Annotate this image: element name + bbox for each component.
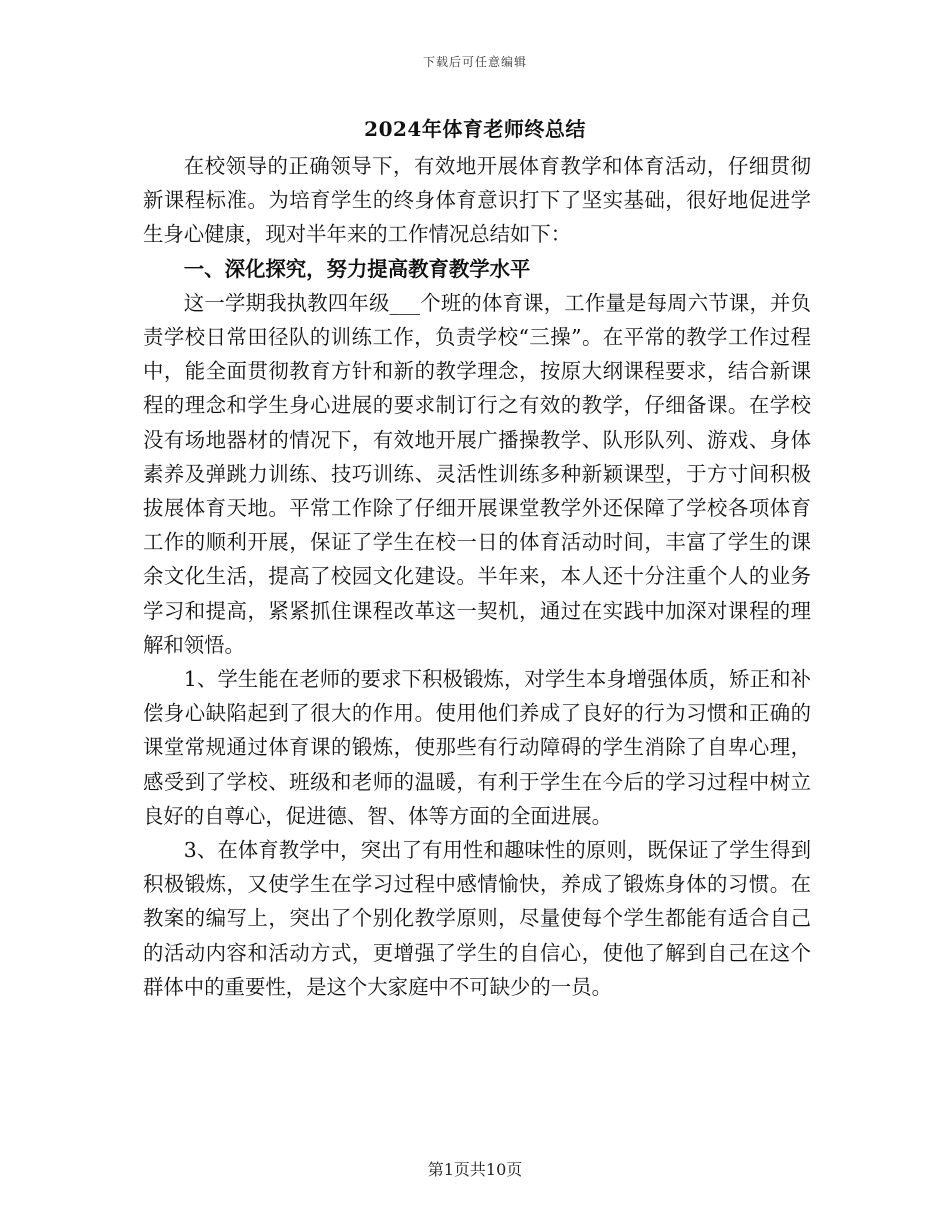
section-heading: 一、深化探究，努力提高教育教学水平 (183, 256, 531, 281)
document-title: 2024年体育老师终总结 (364, 117, 586, 141)
header-note: 下载后可任意编辑 (422, 55, 527, 69)
body-paragraph: 3、在体育教学中，突出了有用性和趣味性的原则，既保证了学生得到积极锻炼，又使学生在学习过程中感情愉快，养成了锻炼身体的习惯。在教案的编写上，突出了个别化教学原则，尽量使每个学生都能有适合自己的活动内容和活动方式，更增强了学生的自信心，使他了解到自己在这个群体中的重要性，是这个大家庭中不可缺少的一员。 (143, 838, 811, 999)
body-paragraph: 1、学生能在老师的要求下积极锻炼，对学生本身增强体质，矫正和补偿身心缺陷起到了很大的作用。使用他们养成了良好的行为习惯和正确的课堂常规通过体育课的锻炼，使那些有行动障碍的学生消除了自卑心理，感受到了学校、班级和老师的温暖，有利于学生在今后的学习过程中树立良好的自尊心，促进德、智、体等方面的全面进展。 (143, 667, 811, 828)
intro-paragraph: 在校领导的正确领导下，有效地开展体育教学和体育活动，仔细贯彻新课程标准。为培育学生的终身体育意识打下了坚实基础，很好地促进学生身心健康，现对半年来的工作情况总结如下： (143, 154, 811, 247)
body-paragraph: 这一学期我执教四年级___个班的体育课，工作量是每周六节课，并负责学校日常田径队的训练工作，负责学校“三操”。在平常的教学工作过程中，能全面贯彻教育方针和新的教学理念，按原大纲课程要求，结合新课程的理念和学生身心进展的要求制订行之有效的教学，仔细备课。在学校没有场地器材的情况下，有效地开展广播操教学、队形队列、游戏、身体素养及弹跳力训练、技巧训练、灵活性训练多种新颖课型，于方寸间积极拔展体育天地。平常工作除了仔细开展课堂教学外还保障了学校各项体育工作的顺利开展，保证了学生在校一日的体育活动时间，丰富了学生的课余文化生活，提高了校园文化建设。半年来，本人还十分注重个人的业务学习和提高，紧紧抓住课程改革这一契机，通过在实践中加深对课程的理解和领悟。 (143, 290, 811, 657)
document-body (143, 149, 811, 1004)
page-number-footer: 第1页共10页 (427, 1160, 523, 1179)
